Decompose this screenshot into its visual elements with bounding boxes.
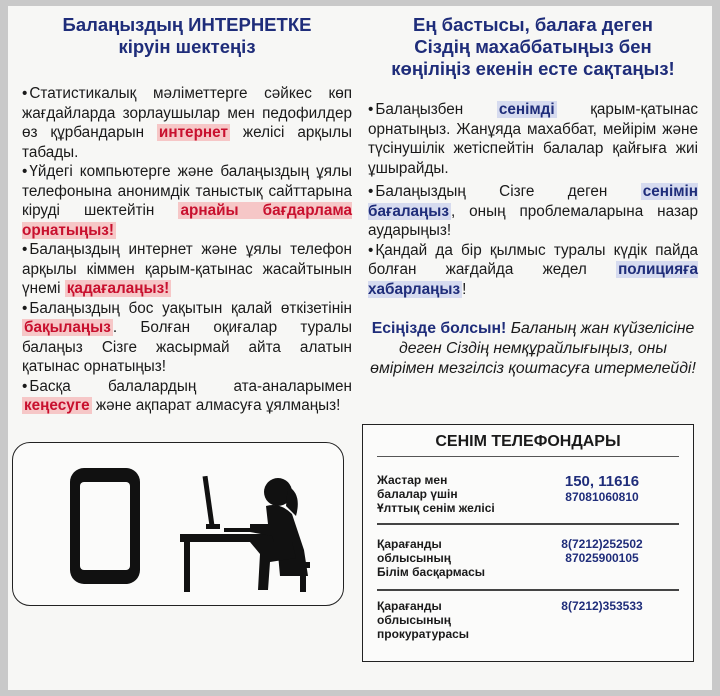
hotline-separator [377, 523, 679, 525]
left-paragraph-1: • Статистикалық мәліметтерге сәйкес көп жағдайларда зорлаушылар мен педофилдер өз құрбандарын интернет желісі арқылы табады. [22, 85, 352, 161]
right-column [368, 14, 698, 379]
left-paragraph-4: • Балаңыздың бос уақытын қалай өткізетінін бақылаңыз . Болған оқиғалар туралы балаңыз Сізге жасырмай айта алатын қатынас орнатыңыз! [22, 299, 352, 375]
phone-number[interactable]: 8(7212)252502 [561, 537, 643, 551]
right-paragraph-3: • Қандай да бір қылмыс туралы күдік пайда болған жағдайда жедел полицияға хабарлаңыз ! [368, 241, 698, 298]
right-title: Ең бастысы, балаға деген Сіздің махаббатыңыз бен көңіліңіз екенін есте сақтаңыз! [391, 14, 675, 79]
smartphone-icon [50, 466, 160, 586]
hotline-title: СЕНІМ ТЕЛЕФОНДАРЫ [435, 433, 621, 450]
phone-number[interactable]: 87025900105 [565, 551, 639, 565]
right-paragraph-1: • Балаңызбен сенімді қарым-қатынас орнатыңыз. Жанұяда махаббат, мейірім және түсінушілік жетіспейтін балалар қайғыға жиі ұшырайды. [368, 101, 699, 177]
hotline-divider [377, 456, 679, 457]
left-title: Балаңыздың ИНТЕРНЕТКЕ кіруін шектеңіз [62, 14, 312, 57]
left-paragraph-5: • Басқа балалардың ата-аналарымен кеңесуге және ақпарат алмасуға ұялмаңыз! [22, 377, 352, 414]
phone-number[interactable]: 150, 11616 [564, 473, 640, 490]
hotline-box [362, 424, 694, 662]
remember-note: Есіңізде болсын! Баланың жан күйзелісіне деген Сіздің немқұрайлығыңыз, оны өмірімен мезгілсіз қоштасуға итермелейді! [370, 320, 696, 377]
right-paragraph-2: • Балаңыздың Сізге деген сенімін бағалаңыз , оның проблемаларына назар аударыңыз! [368, 183, 698, 239]
hotline-entry: Қарағанды облысының Білім басқармасы 8(7212)252502 87025900105 [377, 537, 677, 587]
left-paragraph-2: • Үйдегі компьютерге және балаңыздың ұялы телефонына анонимдік таныстық сайттарына кіруді шектейтін арнайы бағдарлама орнатыңыз! [22, 163, 353, 239]
phone-number[interactable]: 87081060810 [565, 490, 639, 504]
hotline-entry: Жастар мен балалар үшін Ұлттық сенім желісі 150, 11616 87081060810 [377, 473, 677, 523]
hotline-entry: Қарағанды облысының прокуратурасы 8(7212)353533 [377, 599, 677, 649]
child-at-computer-icon [180, 458, 330, 596]
hotline-separator [377, 589, 679, 591]
left-column [22, 14, 352, 416]
left-paragraph-3: • Балаңыздың интернет және ұялы телефон арқылы кіммен қарым-қатынас жасайтынын үнемі қадағалаңыз! [22, 241, 352, 297]
phone-number[interactable]: 8(7212)353533 [561, 599, 643, 613]
